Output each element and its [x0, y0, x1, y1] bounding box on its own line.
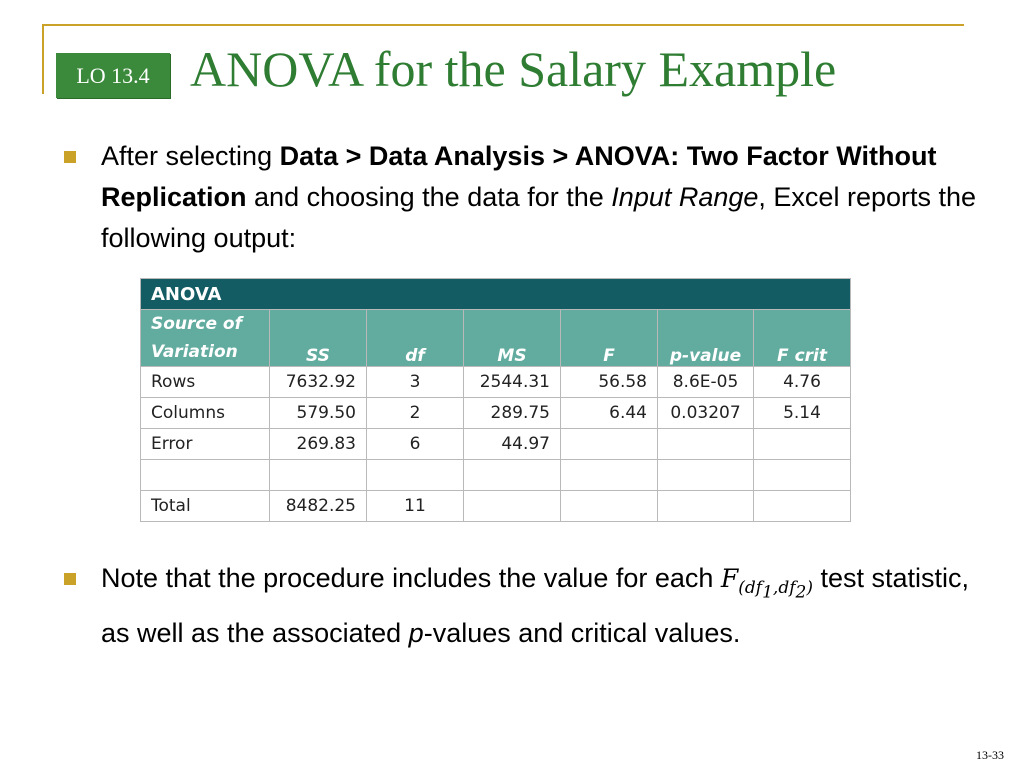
page-title: ANOVA for the Salary Example — [190, 41, 837, 97]
input-range-italic: Input Range — [611, 182, 759, 212]
bullet-1-part: , Excel reports the following output: — [101, 182, 977, 253]
bullet-2-text — [101, 558, 981, 654]
header-source — [141, 310, 270, 367]
cell-p-value — [658, 460, 754, 491]
cell-p-value: 8.6E-05 — [658, 367, 754, 398]
cell-f — [561, 429, 658, 460]
cell-df: 3 — [367, 367, 464, 398]
cell-ss: 579.50 — [270, 398, 367, 429]
cell-ms: 289.75 — [464, 398, 561, 429]
cell-f-crit — [754, 491, 851, 522]
table-row — [141, 429, 851, 460]
table-row — [141, 367, 851, 398]
math-open-paren: ( — [738, 578, 745, 598]
header-df: df — [367, 310, 464, 367]
cell-f-crit — [754, 460, 851, 491]
header-source-line1: Source of — [151, 314, 243, 334]
anova-table — [140, 278, 851, 522]
cell-ms: 44.97 — [464, 429, 561, 460]
cell-ms — [464, 460, 561, 491]
header-source-line2: Variation — [151, 342, 238, 362]
bullet-square-icon — [64, 573, 76, 585]
cell-f — [561, 491, 658, 522]
math-subscript — [738, 578, 813, 603]
math-comma: , — [772, 578, 779, 598]
cell-p-value: 0.03207 — [658, 398, 754, 429]
cell-source: Columns — [141, 398, 270, 429]
cell-ss: 7632.92 — [270, 367, 367, 398]
cell-f-crit: 4.76 — [754, 367, 851, 398]
table-caption: ANOVA — [141, 279, 851, 310]
cell-ss: 8482.25 — [270, 491, 367, 522]
math-df1: df — [744, 578, 763, 598]
math-df2: df — [778, 578, 796, 598]
cell-ss: 269.83 — [270, 429, 367, 460]
table-caption-row — [141, 279, 851, 310]
p-italic: p — [408, 618, 424, 649]
cell-p-value — [658, 491, 754, 522]
cell-df — [367, 460, 464, 491]
header-ms: MS — [464, 310, 561, 367]
table-row — [141, 491, 851, 522]
page-number: 13-33 — [976, 748, 1004, 762]
cell-f — [561, 460, 658, 491]
cell-f-crit — [754, 429, 851, 460]
cell-f: 56.58 — [561, 367, 658, 398]
menu-path-bold: Data > Data Analysis > ANOVA: Two Factor Without Replication — [101, 141, 937, 212]
cell-ms — [464, 491, 561, 522]
math-f: F — [720, 564, 739, 593]
bullet-1-text — [101, 136, 981, 259]
table-header-row — [141, 310, 851, 367]
cell-f: 6.44 — [561, 398, 658, 429]
math-sub1: 1 — [762, 582, 773, 603]
f-statistic-math — [720, 564, 813, 603]
bullet-1-part: After selecting — [101, 141, 280, 171]
table-row — [141, 398, 851, 429]
cell-ms: 2544.31 — [464, 367, 561, 398]
table-row — [141, 460, 851, 491]
title-frame-top-line — [42, 24, 964, 26]
header-ss: SS — [270, 310, 367, 367]
bullet-1-part: and choosing the data for the — [246, 182, 612, 212]
header-p-value: p-value — [658, 310, 754, 367]
header-f-crit: F crit — [754, 310, 851, 367]
cell-p-value — [658, 429, 754, 460]
cell-source — [141, 460, 270, 491]
cell-source: Total — [141, 491, 270, 522]
math-close-paren: ) — [806, 578, 813, 598]
title-frame-left-line — [42, 24, 44, 94]
lo-badge: LO 13.4 — [56, 53, 170, 98]
cell-ss — [270, 460, 367, 491]
bullet-2-part: -values and critical values. — [423, 618, 741, 649]
bullet-square-icon — [64, 151, 76, 163]
cell-f-crit: 5.14 — [754, 398, 851, 429]
cell-df: 11 — [367, 491, 464, 522]
bullet-2-part: test statistic, as well as the associated — [101, 563, 970, 649]
math-sub2: 2 — [795, 582, 807, 603]
cell-source: Error — [141, 429, 270, 460]
bullet-2-part: Note that the procedure includes the value for each — [101, 563, 721, 593]
header-f: F — [561, 310, 658, 367]
cell-df: 6 — [367, 429, 464, 460]
cell-df: 2 — [367, 398, 464, 429]
cell-source: Rows — [141, 367, 270, 398]
